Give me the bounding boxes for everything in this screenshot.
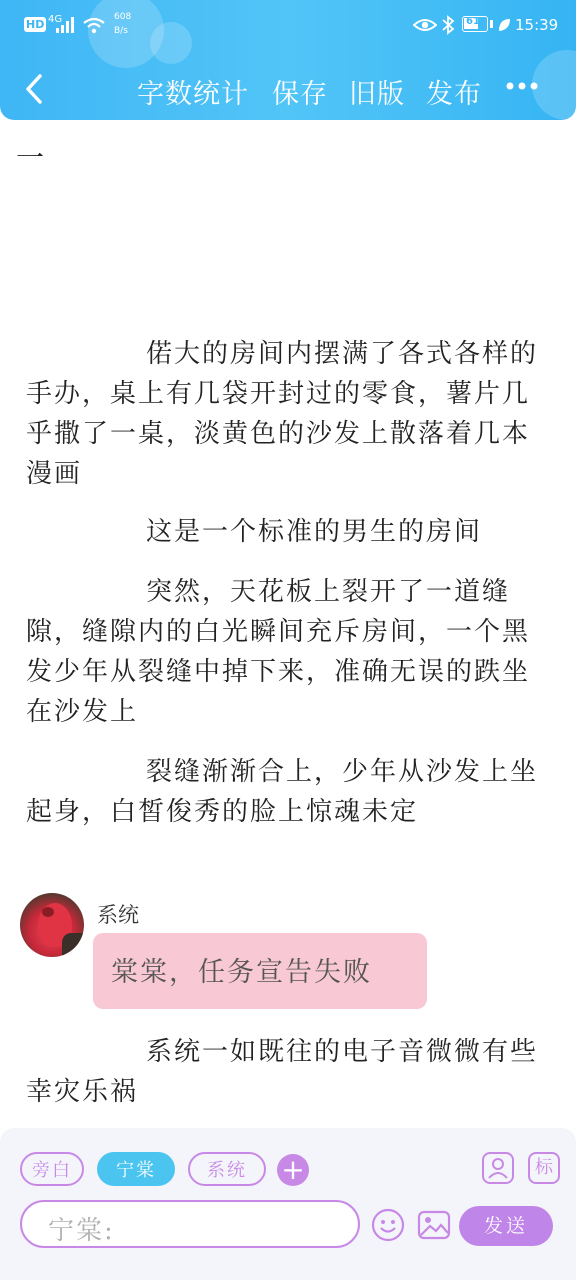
narration-paragraph[interactable]: 系统一如既往的电子音微微有些幸灾乐祸 (26, 1037, 539, 1107)
publish-button[interactable]: 发布 (426, 79, 482, 110)
editor-toolbar (0, 60, 576, 120)
bluetooth-icon (441, 15, 455, 35)
net-speed-unit: B/s (114, 26, 128, 36)
status-bar (0, 0, 576, 52)
word-count-button[interactable]: 字数统计 (137, 79, 249, 110)
mark-button[interactable]: 标 (528, 1152, 560, 1184)
character-profile-icon[interactable] (482, 1152, 514, 1184)
message-input[interactable] (20, 1200, 360, 1248)
net-speed-value: 608 (114, 12, 132, 22)
input-placeholder: 宁棠: (48, 1216, 115, 1246)
signal-icon (54, 16, 76, 34)
add-role-button[interactable]: + (277, 1154, 309, 1186)
wifi-icon (82, 16, 106, 34)
save-button[interactable]: 保存 (272, 79, 328, 110)
narration-paragraph[interactable]: 突然，天花板上裂开了一道缝隙，缝隙内的白光瞬间充斥房间，一个黑发少年从裂缝中掉下来，准确无误的跌坐在沙发上 (26, 577, 531, 727)
network-type: 4G (48, 14, 63, 25)
system-avatar[interactable] (20, 893, 84, 957)
battery-level: 61 (466, 16, 480, 27)
clock-time: 15:39 (515, 16, 559, 34)
hd-indicator: HD (26, 18, 45, 31)
leaf-icon (497, 17, 511, 33)
chapter-heading: 一 (16, 141, 45, 174)
role-chip-ningtang[interactable]: 宁棠 (97, 1152, 175, 1186)
narration-paragraph[interactable]: 这是一个标准的男生的房间 (146, 517, 483, 547)
narration-paragraph[interactable]: 裂缝渐渐合上，少年从沙发上坐起身，白皙俊秀的脸上惊魂未定 (26, 757, 539, 827)
dialogue-bubble[interactable] (93, 933, 427, 1009)
send-button[interactable]: 发送 (459, 1206, 553, 1246)
eye-icon (413, 17, 437, 33)
image-icon[interactable] (417, 1208, 451, 1242)
battery-icon (462, 16, 488, 32)
battery-tip (490, 20, 493, 28)
old-version-button[interactable]: 旧版 (349, 79, 405, 110)
dialogue-text: 棠棠，任务宣告失败 (111, 957, 372, 988)
back-arrow-icon[interactable] (18, 72, 52, 106)
narration-paragraph[interactable]: 偌大的房间内摆满了各式各样的手办，桌上有几袋开封过的零食，薯片几乎撒了一桌，淡黄色的沙发上散落着几本漫画 (26, 339, 539, 489)
story-editor[interactable] (0, 120, 576, 1125)
emoji-icon[interactable] (371, 1208, 405, 1242)
header-bar (0, 0, 576, 120)
more-options-icon[interactable] (505, 76, 541, 96)
role-chip-system[interactable]: 系统 (188, 1152, 266, 1186)
compose-panel (0, 1128, 576, 1280)
role-chip-narrator[interactable]: 旁白 (20, 1152, 84, 1186)
dialogue-sender-name: 系统 (97, 903, 139, 927)
